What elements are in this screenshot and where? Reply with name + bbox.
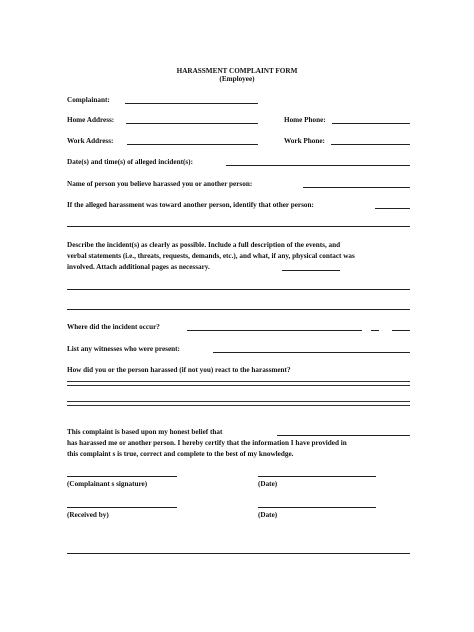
incident-location-field-end-2[interactable] <box>392 330 410 331</box>
describe-line-2: verbal statements (i.e., threats, requests, demands, etc.), and what, if any, physical contact was <box>67 252 355 260</box>
date-label-1: (Date) <box>258 480 278 488</box>
reaction-field-line-2[interactable] <box>67 385 410 386</box>
witnesses-field[interactable] <box>213 352 410 353</box>
incident-dates-label: Date(s) and time(s) of alleged incident(s): <box>67 158 193 166</box>
describe-line-3: involved. Attach additional pages as necessary. <box>67 263 210 271</box>
accused-name-certify-field[interactable] <box>277 435 410 436</box>
reaction-field-line-3[interactable] <box>67 401 410 402</box>
incident-dates-field[interactable] <box>226 165 410 166</box>
certify-line-3: this complaint s is true, correct and complete to the best of my knowledge. <box>67 450 294 458</box>
date-field-2[interactable] <box>258 507 376 508</box>
incident-location-field-end[interactable] <box>371 330 379 331</box>
reaction-label: How did you or the person harassed (if not you) react to the harassment? <box>67 366 291 374</box>
complainant-label: Complainant: <box>67 96 110 104</box>
describe-field-line-1[interactable] <box>67 289 410 290</box>
home-phone-label: Home Phone: <box>284 116 326 124</box>
incident-location-label: Where did the incident occur? <box>67 323 160 331</box>
form-subtitle: (Employee) <box>219 75 255 83</box>
complainant-field[interactable] <box>125 103 258 104</box>
other-person-field-line2[interactable] <box>67 226 410 227</box>
certify-line-2: has harassed me or another person. I hereby certify that the information I have provided in <box>67 439 347 447</box>
date-label-2: (Date) <box>258 511 278 519</box>
describe-field-line-2[interactable] <box>67 309 410 310</box>
incident-location-field[interactable] <box>187 330 362 331</box>
received-by-field[interactable] <box>67 507 177 508</box>
accused-name-field[interactable] <box>303 187 410 188</box>
home-address-label: Home Address: <box>67 116 115 124</box>
reaction-field-line-1[interactable] <box>67 381 410 382</box>
date-field-1[interactable] <box>258 476 376 477</box>
complainant-signature-label: (Complainant s signature) <box>67 480 148 488</box>
certify-line-1: This complaint is based upon my honest belief that <box>67 428 223 436</box>
work-address-field[interactable] <box>127 144 258 145</box>
work-phone-label: Work Phone: <box>284 137 325 145</box>
form-title: HARASSMENT COMPLAINT FORM <box>176 67 298 75</box>
reaction-field-line-4[interactable] <box>67 405 410 406</box>
witnesses-label: List any witnesses who were present: <box>67 345 180 353</box>
received-by-label: (Received by) <box>67 511 109 519</box>
bottom-divider <box>67 553 410 554</box>
describe-field-inline[interactable] <box>282 270 340 271</box>
home-address-field[interactable] <box>126 123 258 124</box>
accused-name-label: Name of person you believe harassed you or another person: <box>67 180 253 188</box>
work-phone-field[interactable] <box>331 144 410 145</box>
home-phone-field[interactable] <box>332 123 410 124</box>
other-person-field[interactable] <box>375 208 410 209</box>
complainant-signature-field[interactable] <box>67 476 177 477</box>
other-person-label: If the alleged harassment was toward another person, identify that other person: <box>67 201 314 209</box>
describe-line-1: Describe the incident(s) as clearly as possible. Include a full description of the events, and <box>67 241 341 249</box>
work-address-label: Work Address: <box>67 137 114 145</box>
